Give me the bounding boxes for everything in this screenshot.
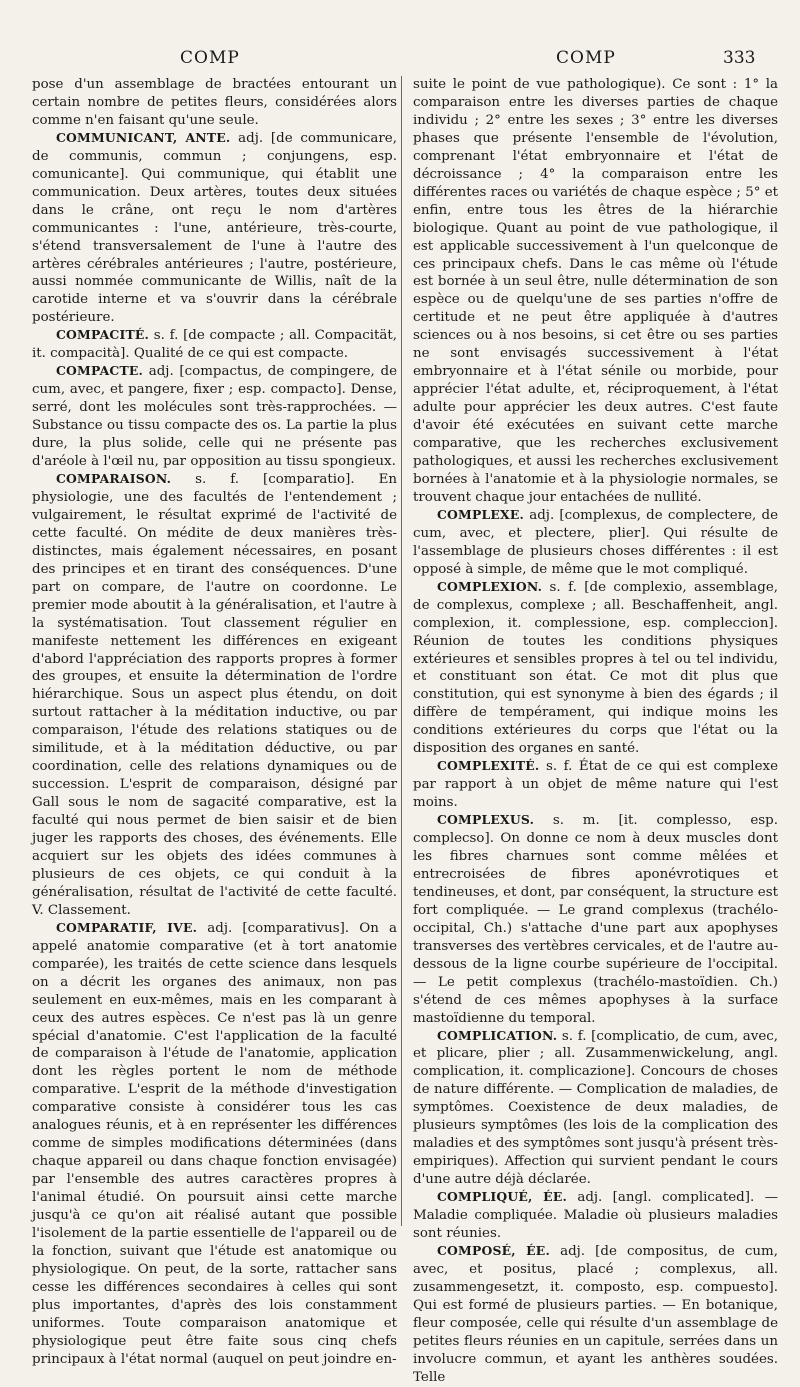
entry-complexion bbox=[413, 579, 778, 759]
headword: COMPLEXION. bbox=[437, 578, 543, 594]
entry-comparaison bbox=[32, 471, 397, 920]
definition: s. m. [it. complesso, esp. complecso]. On donne ce nom à deux muscles dont les fibres charnues sont comme mêlées et entrecroisées de fibres aponévrotiques et tendineuses, et dont, par conséquent, la structure est fort compliquée. — Le grand complexus (trachélo-occipital, Ch.) s'attache d'une part aux apophyses transverses des vertèbres cervicales, et de l'autre au-dessous de la ligne courbe supérieure de l'occipital. — Le petit complexus (trachélo-mastoïdien. Ch.) s'étend de ces mêmes apophyses à la surface mastoïdienne du temporal. bbox=[413, 813, 778, 1026]
definition: adj. [comparativus]. On a appelé anatomie comparative (et à tort anatomie comparée), les traités de cette science dans lesquels on a décrit les organes des animaux, non pas seulement en eux-mêmes, mais en les comparant à ceux des autres espèces. Ce n'est pas là un genre spécial d'anatomie. C'est l'application de la faculté de comparaison à l'étude de l'anatomie, application dont les règles portent le nom de méthode comparative. L'esprit de la méthode d'investigation comparative consiste à considérer tous les cas analogues réunis, et à en représenter les différences comme de simples modifications déterminées (dans chaque appareil ou dans chaque fonction envisagée) par l'ensemble des autres caractères propres à l'animal étudié. On poursuit ainsi cette marche jusqu'à ce qu'on ait réalisé autant que possible l'isolement de la partie essentielle de l'appareil ou de la fonction, suivant que l'étude est anatomique ou physiologique. On peut, de la sorte, rattacher sans cesse les différences secondaires à celles qui sont plus importantes, d'après des lois constamment uniformes. Toute comparaison anatomique et physiologique peut être faite sous cinq chefs principaux à l'état normal (auquel on peut joindre en- bbox=[32, 920, 397, 1367]
definition: adj. [compactus, de compingere, de cum, avec, et pangere, fixer ; esp. compacto]. Dense, serré, dont les molécules sont très-rapprochées. — Substance ou tissu compacte des os. La partie la plus dure, la plus solide, celle qui ne présente pas d'aréole à l'œil nu, par opposition au tissu spongieux. bbox=[32, 364, 397, 470]
headword: COMPACITÉ. bbox=[56, 327, 150, 343]
left-column bbox=[32, 76, 397, 1369]
running-head-right: COMP bbox=[556, 48, 616, 68]
definition: s. f. [comparatio]. En physiologie, une des facultés de l'entendement ; vulgairement, le résultat exprimé de l'activité de cette faculté. On médite de deux manières très-distinctes, mais également nécessaires, en posant des principes et en tirant des conséquences. D'une part on compare, de l'autre on coordonne. Le premier mode aboutit à la généralisation, et l'autre à la systématisation. Tout classement régulier en manifeste nettement les différences en exigeant d'abord l'appréciation des rapports propres à former des groupes, et ensuite la détermination de l'ordre hiérarchique. Sous un aspect plus étendu, on doit surtout rattacher à la méditation inductive, ou par comparaison, l'étude des relations statiques ou de similitude, et à la méditation déductive, ou par coordination, celle des relations dynamiques ou de succession. L'esprit de comparaison, désigné par Gall sous le nom de sagacité comparative, est la faculté qui nous permet de bien saisir et de bien juger les rapports des choses, des événements. Elle acquiert sur les objets des idées communes à plusieurs de ces objets, ce qui conduit à la généralisation, résultat de l'activité de cette faculté. V. Classement. bbox=[32, 471, 397, 918]
continuation-text: suite le point de vue pathologique). Ce sont : 1° la comparaison entre les diverses parties de chaque individu ; 2° entre les sexes ; 3° entre les diverses phases que présente l'ensemble de l'évolution, comprenant l'état embryonnaire et l'état de décroissance ; 4° la comparaison entre les différentes races ou variétés de chaque espèce ; 5° et enfin, entre tous les êtres de la hiérarchie biologique. Quant au point de vue pathologique, il est applicable successivement à l'un quelconque de ces principaux chefs. Dans le cas même où l'étude est bornée à un seul être, nulle détermination de son espèce ou de quelqu'une de ses parties n'offre de certitude et ne peut être appliquée à d'autres sciences ou à nos besoins, si cet être ou ses parties ne sont envisagés successivement à l'état embryonnaire et à l'état sénile ou morbide, pour apprécier l'état adulte, et, réciproquement, à l'état adulte pour apprécier les deux autres. C'est faute d'avoir été exécutées en suivant cette marche comparative, que les recherches exclusivement pathologiques, et aussi les recherches exclusivement bornées à l'anatomie et à la physiologie normales, se trouvent chaque jour entachées de nullité. bbox=[413, 77, 778, 505]
entry-complique bbox=[413, 1189, 778, 1243]
headword: COMPOSÉ, ÉE. bbox=[437, 1242, 550, 1258]
continuation-text: pose d'un assemblage de bractées entourant un certain nombre de petites fleurs, considérées alors comme n'en faisant qu'une seule. bbox=[32, 77, 397, 128]
headword: COMPACTE. bbox=[56, 363, 144, 379]
definition: s. f. [de compacte ; all. Compacität, it. compacità]. Qualité de ce qui est compacte. bbox=[32, 328, 397, 362]
headword: COMPLEXUS. bbox=[437, 812, 535, 828]
headword: COMPARAISON. bbox=[56, 470, 172, 486]
entry-complexite bbox=[413, 758, 778, 812]
definition: s. f. [de complexio, assemblage, de complexus, complexe ; all. Beschaffenheit, angl. complexion, it. complessione, esp. compleccion]. Réunion de toutes les conditions physiques extérieures et sensibles propres à tel ou tel individu, et constituant son état. Ce mot dit plus que constitution, qui est synonyme à bien des égards ; il diffère de tempérament, qui indique moins les conditions extérieures du corps que l'état ou la disposition des organes en santé. bbox=[413, 579, 778, 757]
definition: adj. [de compositus, de cum, avec, et positus, placé ; complexus, all. zusammengesetzt, it. composto, esp. compuesto]. Qui est formé de plusieurs parties. — En botanique, fleur composée, celle qui résulte d'un assemblage de petites fleurs réunies en un capitule, serrées dans un involucre commun, et ayant les anthères soudées. Telle bbox=[413, 1243, 778, 1385]
running-head-left: COMP bbox=[180, 48, 240, 68]
entry-compacite bbox=[32, 327, 397, 363]
definition: s. f. État de ce qui est complexe par rapport à un objet de même nature qui l'est moins. bbox=[413, 759, 778, 811]
definition: s. f. [complicatio, de cum, avec, et plicare, plier ; all. Zusammenwickelung, angl. complication, it. complicazione]. Concours de choses de nature différente. — Complication de maladies, de symptômes. Coexistence de deux maladies, de plusieurs symptômes (les lois de la complication des maladies et des symptômes sont jusqu'à présent très-empiriques). Affection qui survient pendant le cours d'une autre déjà déclarée. bbox=[413, 1028, 778, 1188]
headword: COMPLIQUÉ, ÉE. bbox=[437, 1189, 567, 1205]
entry-complexus bbox=[413, 812, 778, 1027]
page-number: 333 bbox=[723, 48, 756, 68]
headword: COMPLEXITÉ. bbox=[437, 758, 540, 774]
entry-complexe bbox=[413, 507, 778, 579]
entry-communicant bbox=[32, 130, 397, 327]
headword: COMPLEXE. bbox=[437, 506, 525, 522]
entry-complication bbox=[413, 1028, 778, 1190]
headword: COMPARATIF, IVE. bbox=[56, 919, 198, 935]
headword: COMPLICATION. bbox=[437, 1027, 558, 1043]
definition: adj. [complexus, de complectere, de cum, avec, et plectere, plier]. Qui résulte de l'assemblage de plusieurs choses différentes : il est opposé à simple, de même que le mot compliqué. bbox=[413, 507, 778, 577]
column-rule bbox=[401, 76, 402, 1226]
right-column bbox=[413, 76, 778, 1387]
entry-compose bbox=[413, 1243, 778, 1387]
definition: adj. [angl. complicated]. — Maladie compliquée. Maladie où plusieurs maladies sont réunies. bbox=[413, 1190, 778, 1241]
entry-compacte bbox=[32, 363, 397, 471]
headword: COMMUNICANT, ANTE. bbox=[56, 129, 231, 145]
entry-comparatif bbox=[32, 920, 397, 1369]
definition: adj. [de communicare, de communis, commun ; conjungens, esp. comunicante]. Qui communique, qui établit une communication. Deux artères, toutes deux situées dans le crâne, ont reçu le nom d'artères communicantes : l'une, antérieure, très-courte, s'étend transversalement de l'une à l'autre des artères cérébrales antérieures ; l'autre, postérieure, aussi nommée communicante de Willis, naît de la carotide interne et va s'ouvrir dans la cérébrale postérieure. bbox=[32, 130, 397, 326]
